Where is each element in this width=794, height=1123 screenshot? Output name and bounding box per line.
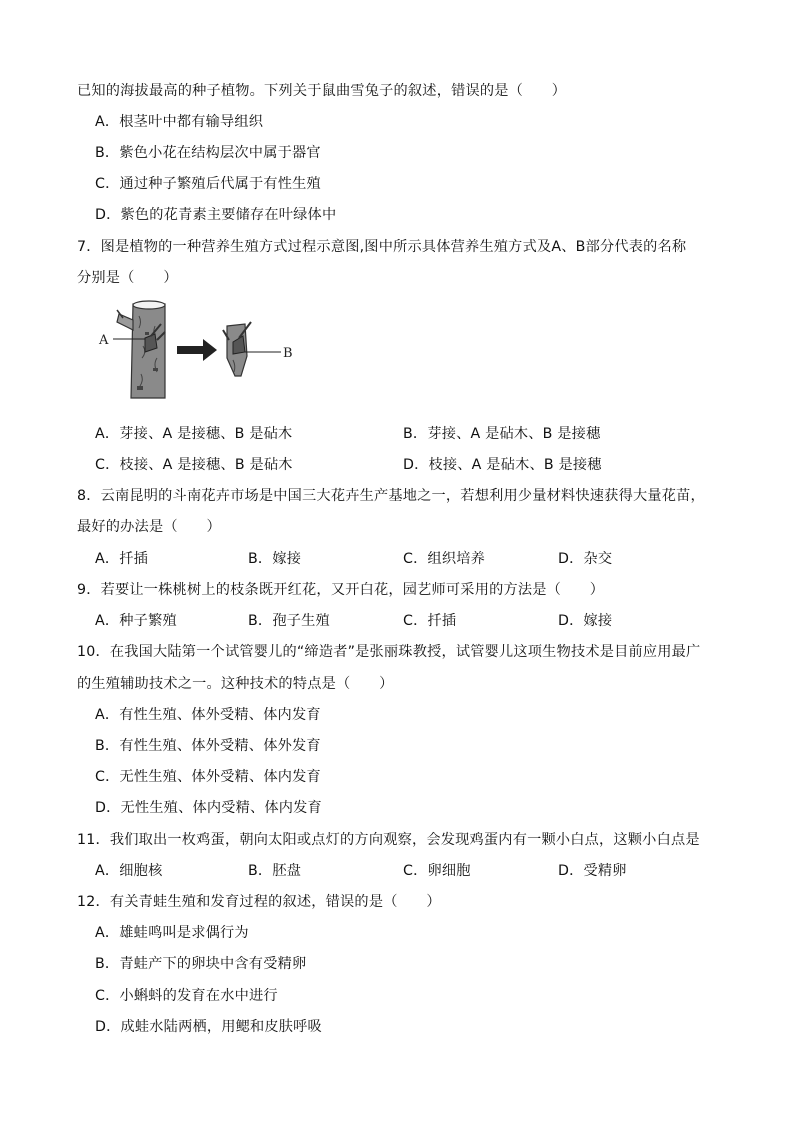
q7-stem-line2: 分别是（ ） bbox=[77, 270, 178, 286]
grafting-diagram-svg bbox=[95, 296, 300, 406]
q8-option-b: B．嫁接 bbox=[248, 551, 302, 567]
q9-stem: 9．若要让一株桃树上的枝条既开红花，又开白花，园艺师可采用的方法是（ ） bbox=[77, 582, 605, 598]
q8-option-c: C．组织培养 bbox=[403, 551, 486, 567]
q6-stem: 已知的海拔最高的种子植物。下列关于鼠曲雪兔子的叙述，错误的是（ ） bbox=[77, 83, 567, 99]
q6-option-c: C．通过种子繁殖后代属于有性生殖 bbox=[95, 176, 321, 192]
q7-option-d: D．枝接、A 是砧木、B 是接穗 bbox=[403, 457, 602, 473]
q8-stem-line2: 最好的办法是（ ） bbox=[77, 519, 221, 535]
q12-option-d: D．成蛙水陆两栖，用鳃和皮肤呼吸 bbox=[95, 1019, 322, 1035]
q8-option-d: D．杂交 bbox=[558, 551, 613, 567]
q10-option-d: D．无性生殖、体内受精、体内发育 bbox=[95, 800, 322, 816]
q12-option-c: C．小蝌蚪的发育在水中进行 bbox=[95, 988, 278, 1004]
q9-option-a: A．种子繁殖 bbox=[95, 613, 177, 629]
q10-option-a: A．有性生殖、体外受精、体内发育 bbox=[95, 707, 321, 723]
label-a: A bbox=[99, 333, 109, 348]
q8-stem-line1: 8．云南昆明的斗南花卉市场是中国三大花卉生产基地之一，若想利用少量材料快速获得大量花苗， bbox=[77, 488, 705, 504]
q7-option-b: B．芽接、A 是砧木、B 是接穗 bbox=[403, 426, 601, 442]
q11-stem: 11．我们取出一枚鸡蛋，朝向太阳或点灯的方向观察，会发现鸡蛋内有一颗小白点，这颗小白点是 bbox=[77, 832, 700, 848]
q6-option-a: A．根茎叶中都有输导组织 bbox=[95, 114, 264, 130]
q6-option-b: B．紫色小花在结构层次中属于器官 bbox=[95, 145, 321, 161]
q9-option-b: B．孢子生殖 bbox=[248, 613, 330, 629]
q10-stem-line2: 的生殖辅助技术之一。这种技术的特点是（ ） bbox=[77, 676, 394, 692]
q11-option-c: C．卵细胞 bbox=[403, 863, 471, 879]
q8-option-a: A．扦插 bbox=[95, 551, 149, 567]
q11-option-a: A．细胞核 bbox=[95, 863, 163, 879]
grafting-diagram bbox=[95, 296, 300, 406]
q7-stem-line1: 7．图是植物的一种营养生殖方式过程示意图,图中所示具体营养生殖方式及A、B部分代表的名称 bbox=[77, 239, 687, 255]
q12-stem: 12．有关青蛙生殖和发育过程的叙述，错误的是（ ） bbox=[77, 894, 441, 910]
q6-option-d: D．紫色的花青素主要储存在叶绿体中 bbox=[95, 207, 337, 223]
q12-option-b: B．青蛙产下的卵块中含有受精卵 bbox=[95, 956, 307, 972]
label-b: B bbox=[283, 346, 293, 361]
rootstock-trunk bbox=[117, 301, 165, 398]
q7-option-a: A．芽接、A 是接穗、B 是砧木 bbox=[95, 426, 293, 442]
q10-option-b: B．有性生殖、体外受精、体外发育 bbox=[95, 738, 321, 754]
q12-option-a: A．雄蛙鸣叫是求偶行为 bbox=[95, 925, 249, 941]
scion-bud bbox=[223, 322, 251, 376]
q7-option-c: C．枝接、A 是接穗、B 是砧木 bbox=[95, 457, 293, 473]
q9-option-c: C．扦插 bbox=[403, 613, 457, 629]
q11-option-b: B．胚盘 bbox=[248, 863, 302, 879]
q10-option-c: C．无性生殖、体外受精、体内发育 bbox=[95, 769, 321, 785]
q10-stem-line1: 10．在我国大陆第一个试管婴儿的“缔造者”是张丽珠教授，试管婴儿这项生物技术是目前应用最广 bbox=[77, 644, 701, 660]
q11-option-d: D．受精卵 bbox=[558, 863, 627, 879]
arrow-right-icon bbox=[177, 339, 217, 361]
q9-option-d: D．嫁接 bbox=[558, 613, 613, 629]
